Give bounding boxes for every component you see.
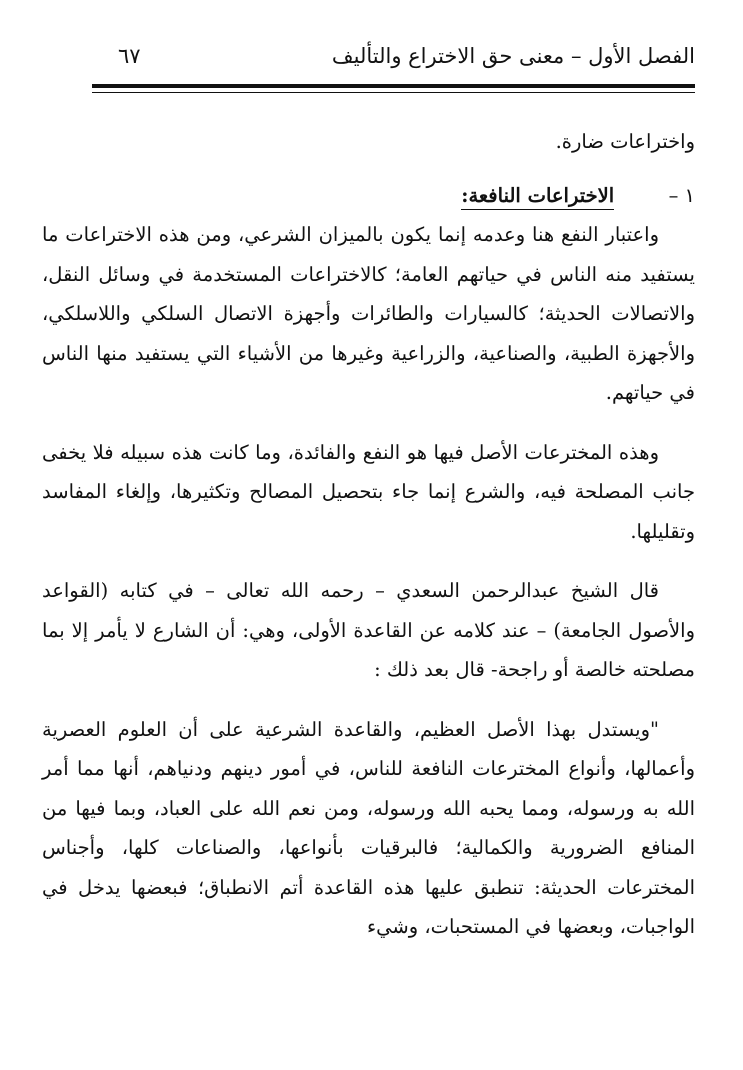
header-rule-thin — [92, 92, 695, 93]
section-heading — [42, 176, 695, 216]
body-text — [42, 122, 695, 947]
lead-line: واختراعات ضارة. — [555, 130, 695, 153]
paragraph-2: وهذه المخترعات الأصل فيها هو النفع والفائدة، وما كانت هذه سبيله فلا يخفى جانب المصلحة فيه، والشرع إنما جاء بتحصيل المصالح وتكثيرها، وإلغاء المفاسد وتقليلها. — [42, 440, 695, 543]
paragraph-3: قال الشيخ عبدالرحمن السعدي – رحمه الله تعالى – في كتابه (القواعد والأصول الجامعة) – عند كلامه عن القاعدة الأولى، وهي: أن الشارع لا يأمر إلا بما مصلحته خالصة أو راجحة- قال بعد ذلك : — [42, 579, 695, 681]
page-header — [92, 38, 695, 74]
page-number: ٦٧ — [118, 44, 141, 68]
header-rule-thick — [92, 84, 695, 88]
section-title: الاختراعات النافعة: — [461, 184, 614, 210]
paragraph-4-quote: "ويستدل بهذا الأصل العظيم، والقاعدة الشرعية على أن العلوم العصرية وأعمالها، وأنواع المخترعات النافعة للناس، في أمور دينهم ودنياهم، أنها مما أمر الله به ورسوله، ومما يحبه الله ورسوله، ومن نعم الله على العباد، وبما فيها من المنافع الضرورية والكمالية؛ فالبرقيات بأنواعها، والصناعات كلها، وأجناس المخترعات الحديثة: تنطبق عليها هذه القاعدة أتم الانطباق؛ فبعضها يدخل في الواجبات، وبعضها في المستحبات، وشيء — [42, 717, 695, 938]
section-number: ١ – — [668, 183, 695, 207]
running-title: الفصل الأول – معنى حق الاختراع والتأليف — [331, 44, 695, 68]
paragraph-1: واعتبار النفع هنا وعدمه إنما يكون بالميزان الشرعي، ومن هذه الاختراعات ما يستفيد منه الناس في حياتهم العامة؛ كالاختراعات المستخدمة في وسائل النقل، والاتصالات الحديثة؛ كالسيارات والطائرات وأجهزة الاتصال السلكي واللاسلكي، والأجهزة الطبية، والصناعية، والزراعية وغيرها من الأشياء التي يستفيد منها الناس في حياتهم. — [42, 223, 695, 404]
